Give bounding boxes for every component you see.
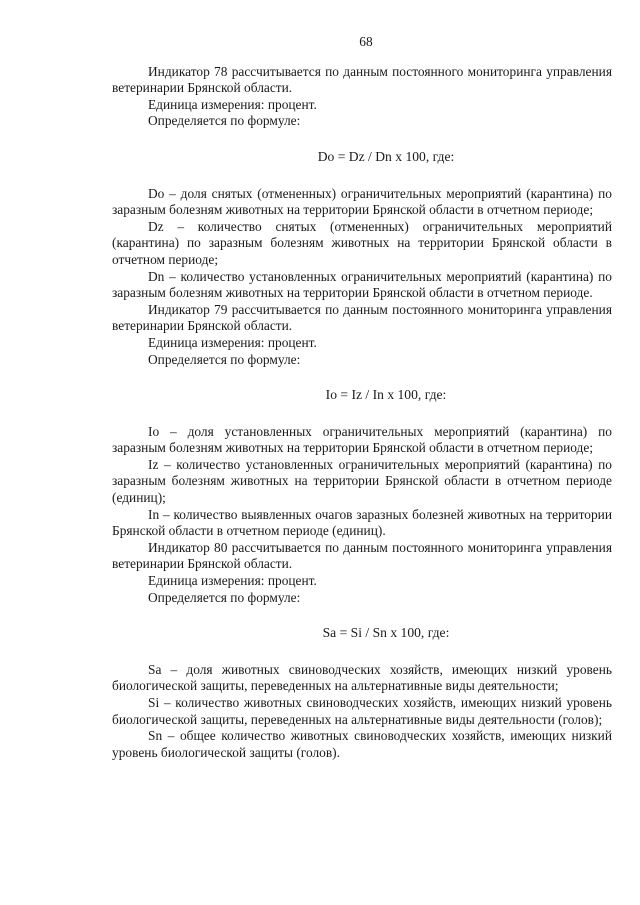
indicator-78-def-dn: Dn – количество установленных ограничительных мероприятий (карантина) по заразным болезням животных на территории Брянской области в отчетном периоде. <box>112 268 612 301</box>
indicator-78-intro: Индикатор 78 рассчитывается по данным постоянного мониторинга управления ветеринарии Брянской области. <box>112 63 612 96</box>
indicator-78-def-dz: Dz – количество снятых (отмененных) ограничительных мероприятий (карантина) по заразным болезням животных на территории Брянской области в отчетном периоде; <box>112 218 612 267</box>
indicator-80-formula: Sa = Si / Sn x 100, где: <box>322 625 450 641</box>
indicator-79-def-in: In – количество выявленных очагов заразных болезней животных на территории Брянской области в отчетном периоде (единиц). <box>112 506 612 539</box>
indicator-80-def-sa: Sa – доля животных свиноводческих хозяйств, имеющих низкий уровень биологической защиты, переведенных на альтернативные виды деятельности; <box>112 661 612 694</box>
indicator-80-def-sn: Sn – общее количество животных свиноводческих хозяйств, имеющих низкий уровень биологической защиты (голов). <box>112 728 612 760</box>
indicator-80-section <box>112 540 612 762</box>
indicator-78-formula-label: Определяется по формуле: <box>148 113 301 129</box>
indicator-80-unit: Единица измерения: процент. <box>148 573 317 589</box>
indicator-80-intro: Индикатор 80 рассчитывается по данным постоянного мониторинга управления ветеринарии Брянской области. <box>112 539 612 572</box>
indicator-80-def-si: Si – количество животных свиноводческих хозяйств, имеющих низкий уровень биологической защиты, переведенных на альтернативные виды деятельности (голов); <box>112 695 612 727</box>
indicator-78-def-do: Do – доля снятых (отмененных) ограничительных мероприятий (карантина) по заразным болезням животных на территории Брянской области в отчетном периоде; <box>112 185 612 218</box>
indicator-79-formula: Io = Iz / In x 100, где: <box>325 387 447 403</box>
indicator-78-unit: Единица измерения: процент. <box>148 96 317 112</box>
indicator-79-unit: Единица измерения: процент. <box>148 334 317 350</box>
indicator-79-section <box>112 302 612 540</box>
indicator-79-intro: Индикатор 79 рассчитывается по данным постоянного мониторинга управления ветеринарии Брянской области. <box>112 301 612 334</box>
page-number: 68 <box>359 34 373 49</box>
indicator-80-formula-label: Определяется по формуле: <box>148 589 301 605</box>
indicator-78-section <box>112 64 612 302</box>
indicator-79-def-iz: Iz – количество установленных ограничительных мероприятий (карантина) по заразным болезням животных на территории Брянской области в отчетном периоде (единиц); <box>112 456 612 506</box>
indicator-79-formula-label: Определяется по формуле: <box>148 351 301 367</box>
indicator-79-def-io: Io – доля установленных ограничительных мероприятий (карантина) по заразным болезням животных на территории Брянской области в отчетном периоде; <box>112 423 612 456</box>
indicator-78-formula: Do = Dz / Dn x 100, где: <box>317 148 455 164</box>
